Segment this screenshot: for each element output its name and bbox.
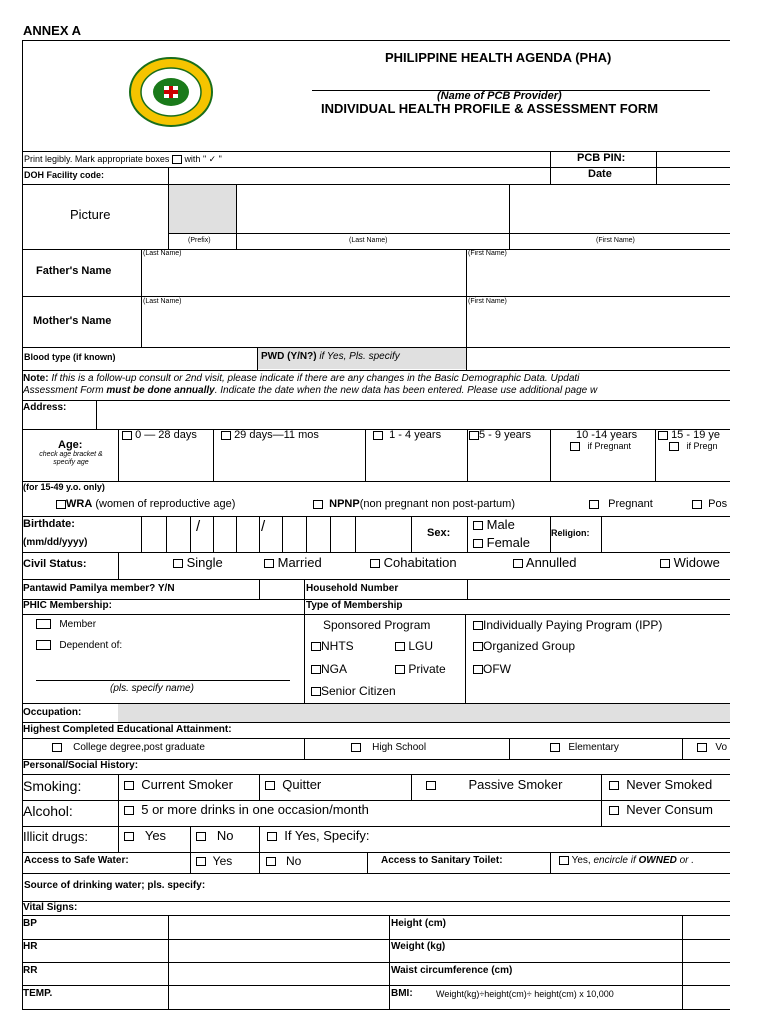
occupation-field[interactable] [118,704,730,722]
father-first-caption: (First Name) [468,250,507,257]
phic-label: PHIC Membership: [23,600,112,611]
checkbox[interactable] [697,743,707,752]
checkbox[interactable] [351,743,361,752]
checkbox[interactable] [311,642,321,651]
temp-label: TEMP. [23,988,53,999]
print-legibly-text: Print legibly. Mark appropriate boxes with " ✓ " [24,154,222,164]
checkbox[interactable] [395,642,405,651]
age-bracket-10-14-years: 10 -14 years [576,429,638,441]
note-line2: Assessment Form must be done annually. Indicate the date when the new data has been entered. Please use additional page w [23,385,598,396]
checkbox[interactable] [473,621,483,630]
checkbox[interactable] [124,806,134,815]
illicit-specify[interactable]: If Yes, Specify: [267,829,370,844]
prefix-field[interactable] [169,185,236,233]
checkbox[interactable] [513,559,523,568]
last-name-caption: (Last Name) [349,237,388,244]
checkbox[interactable] [669,442,679,451]
age-10-14-pregnant[interactable]: if Pregnant [570,441,631,451]
checkbox[interactable] [373,431,383,440]
waist-label: Waist circumference (cm) [391,965,513,976]
blood-type-label: Blood type (if known) [24,352,116,362]
bmi-field[interactable] [683,986,730,1009]
age-bracket-1-4-years[interactable]: 1 - 4 years [373,429,441,442]
senior-citizen-option[interactable]: Senior Citizen [311,685,396,699]
checkbox[interactable] [570,442,580,451]
private-option[interactable]: Private [395,663,446,677]
ofw-option[interactable]: OFW [473,663,511,677]
bmi-label: BMI: [391,988,413,999]
height-label: Height (cm) [391,918,446,929]
bp-label: BP [23,918,37,929]
civil-status-label: Civil Status: [23,558,87,570]
mother-first-field[interactable] [467,308,730,346]
checkbox[interactable] [196,857,206,866]
nhts-option[interactable]: NHTS [311,640,354,654]
dependent-name-line[interactable] [36,680,290,681]
doh-facility-field[interactable] [169,168,549,183]
doh-facility-label: DOH Facility code: [24,170,105,180]
checkbox[interactable] [473,665,483,674]
smoking-quitter[interactable]: Quitter [265,778,321,793]
checkbox[interactable] [124,781,134,790]
checkbox[interactable] [473,642,483,651]
father-last-field[interactable] [142,260,465,296]
hr-label: HR [23,941,38,952]
checkbox[interactable] [395,665,405,674]
birthdate-slash-2: / [261,518,266,535]
civil-widowed[interactable]: Widowe [660,556,720,571]
household-label: Household Number [306,583,399,594]
ipp-option[interactable]: Individually Paying Program (IPP) [473,619,662,633]
rr-label: RR [23,965,38,976]
checkbox[interactable] [609,781,619,790]
checkbox[interactable] [589,500,599,509]
wra-option[interactable]: WRA (women of reproductive age) [56,498,235,511]
checkbox[interactable] [473,521,483,530]
date-field[interactable] [657,168,730,183]
checkbox[interactable] [56,500,66,509]
phic-member-option[interactable]: Member [36,619,96,631]
height-field[interactable] [683,916,730,938]
weight-field[interactable] [683,940,730,962]
checkbox[interactable] [609,806,619,815]
checkbox[interactable] [469,431,479,440]
address-label: Address: [23,402,67,413]
illicit-yes[interactable]: Yes [124,829,166,844]
age-hint: check age bracket & specify age [39,451,103,467]
pls-specify-name: (pls. specify name) [110,683,194,694]
checkbox[interactable] [313,500,323,509]
note-line1: Note: If this is a follow-up consult or 2nd visit, please indicate if there are any changes in the Basic Demographic Data. Updati [23,373,580,384]
checkbox[interactable] [658,431,668,440]
rr-field[interactable] [169,963,388,985]
education-label: Highest Completed Educational Attainment: [23,724,232,735]
religion-field[interactable] [602,517,730,551]
prefix-caption: (Prefix) [188,237,211,244]
mothers-name-label: Mother's Name [33,315,112,327]
pantawid-label: Pantawid Pamilya member? Y/N [23,583,175,594]
source-water-label: Source of drinking water; pls. specify: [24,880,206,891]
temp-field[interactable] [169,986,388,1009]
pantawid-field[interactable] [260,580,303,598]
checkbox[interactable] [36,619,51,629]
smoking-never[interactable]: Never Smoked [609,778,712,793]
mother-last-caption: (Last Name) [143,298,182,305]
checkbox[interactable] [266,857,276,866]
npnp-option[interactable]: NPNP(non pregnant non post-partum) [313,498,515,511]
father-last-caption: (Last Name) [143,250,182,257]
checkbox[interactable] [124,832,134,841]
checkbox[interactable] [52,743,62,752]
checkbox[interactable] [473,539,483,548]
blood-type-field[interactable] [142,348,257,369]
checkbox[interactable] [559,856,569,865]
checkbox[interactable] [36,640,51,650]
personal-history-label: Personal/Social History: [23,760,139,771]
checkbox[interactable] [173,559,183,568]
alcohol-label: Alcohol: [23,803,73,819]
pcb-pin-label: PCB PIN: [577,152,626,164]
checkbox[interactable] [311,687,321,696]
first-name-caption: (First Name) [596,237,635,244]
checkbox[interactable] [267,832,277,841]
pwd-specify-field[interactable] [467,348,730,369]
last-name-field[interactable] [237,185,509,233]
phic-dependent-option[interactable]: Dependent of: [36,640,122,652]
checkbox[interactable] [370,559,380,568]
checkbox[interactable] [692,500,702,509]
birthdate-field[interactable] [142,517,410,551]
civil-cohabitation[interactable]: Cohabitation [370,556,457,571]
hr-field[interactable] [169,940,388,962]
age-label: Age: [58,439,83,451]
sanitary-toilet-yes[interactable]: Yes, encircle if OWNED or . [559,855,694,867]
organized-group-option[interactable]: Organized Group [473,640,575,654]
safe-water-no[interactable]: No [266,855,301,869]
provider-label: (Name of PCB Provider) [437,90,562,102]
checkbox[interactable] [196,832,206,841]
fathers-name-label: Father's Name [36,265,112,277]
pwd-label: PWD (Y/N?) if Yes, Pls. specify [261,351,400,362]
sponsored-program-label: Sponsored Program [323,618,431,632]
age-bracket-0-28-days[interactable]: 0 — 28 days [122,429,197,442]
illicit-no[interactable]: No [196,829,233,844]
waist-field[interactable] [683,963,730,985]
checkbox[interactable] [426,781,436,790]
sample-checkbox [172,155,182,164]
edu-elementary-option[interactable]: Elementary [550,742,619,754]
age-bracket-15-19-years[interactable]: 15 - 19 ye [658,429,720,442]
checkbox[interactable] [122,431,132,440]
smoking-passive[interactable]: Passive Smoker [426,778,562,793]
edu-college-option[interactable]: College degree,post graduate [52,742,205,754]
post-partum-option[interactable]: Pos [692,498,727,511]
sex-female-option[interactable]: Female [473,536,530,551]
type-membership-label: Type of Membership [306,600,403,611]
sex-label: Sex: [427,527,451,539]
bmi-formula: Weight(kg)÷height(cm)÷ height(cm) x 10,000 [436,989,614,999]
smoking-current[interactable]: Current Smoker [124,778,233,793]
checkbox[interactable] [311,665,321,674]
edu-highschool-option[interactable]: High School [351,742,426,754]
annex-label: ANNEX A [23,23,82,38]
edu-vocational-option[interactable]: Vo [697,742,727,754]
sex-male-option[interactable]: Male [473,518,515,533]
checkbox[interactable] [265,781,275,790]
checkbox[interactable] [550,743,560,752]
checkbox[interactable] [660,559,670,568]
picture-label: Picture [70,207,111,222]
weight-label: Weight (kg) [391,941,446,952]
checkbox[interactable] [264,559,274,568]
occupation-label: Occupation: [23,707,82,718]
nga-option[interactable]: NGA [311,663,347,677]
for-15-49-label: (for 15-49 y.o. only) [23,482,105,492]
frame-top [22,40,730,41]
illicit-drugs-label: Illicit drugs: [23,829,89,844]
mother-last-field[interactable] [142,308,465,346]
safe-water-label: Access to Safe Water: [24,855,129,866]
alcohol-five-plus[interactable]: 5 or more drinks in one occasion/month [124,803,369,818]
religion-label: Religion: [551,528,590,538]
birthdate-slash-1: / [196,518,201,535]
sanitary-toilet-label: Access to Sanitary Toilet: [381,855,503,866]
father-first-field[interactable] [467,260,730,296]
age-bracket-29-days-11-mos[interactable]: 29 days—11 mos [221,429,319,442]
alcohol-never[interactable]: Never Consum [609,803,713,818]
civil-married[interactable]: Married [264,556,322,571]
lgu-option[interactable]: LGU [395,640,433,654]
age-15-19-pregnant[interactable]: if Pregn [669,441,718,451]
bp-field[interactable] [169,916,388,938]
source-water-field[interactable] [260,874,730,900]
pcb-pin-field[interactable] [657,152,730,166]
birthdate-label: Birthdate: [23,518,75,530]
address-field[interactable] [97,401,730,428]
first-name-field[interactable] [510,185,730,233]
form-title: INDIVIDUAL HEALTH PROFILE & ASSESSMENT FORM [321,101,659,116]
doh-seal [128,56,214,133]
smoking-label: Smoking: [23,778,82,794]
header-title: PHILIPPINE HEALTH AGENDA (PHA) [385,50,612,65]
mother-first-caption: (First Name) [468,298,507,305]
household-field[interactable] [468,580,730,598]
vital-signs-label: Vital Signs: [23,902,78,913]
checkbox[interactable] [221,431,231,440]
civil-annulled[interactable]: Annulled [513,556,577,571]
age-bracket-5-9-years[interactable]: 5 - 9 years [469,429,531,442]
date-label: Date [588,168,612,180]
safe-water-yes[interactable]: Yes [196,855,232,869]
birthdate-format: (mm/dd/yyyy) [23,537,88,548]
civil-single[interactable]: Single [173,556,223,571]
pregnant-option[interactable]: Pregnant [589,498,653,511]
